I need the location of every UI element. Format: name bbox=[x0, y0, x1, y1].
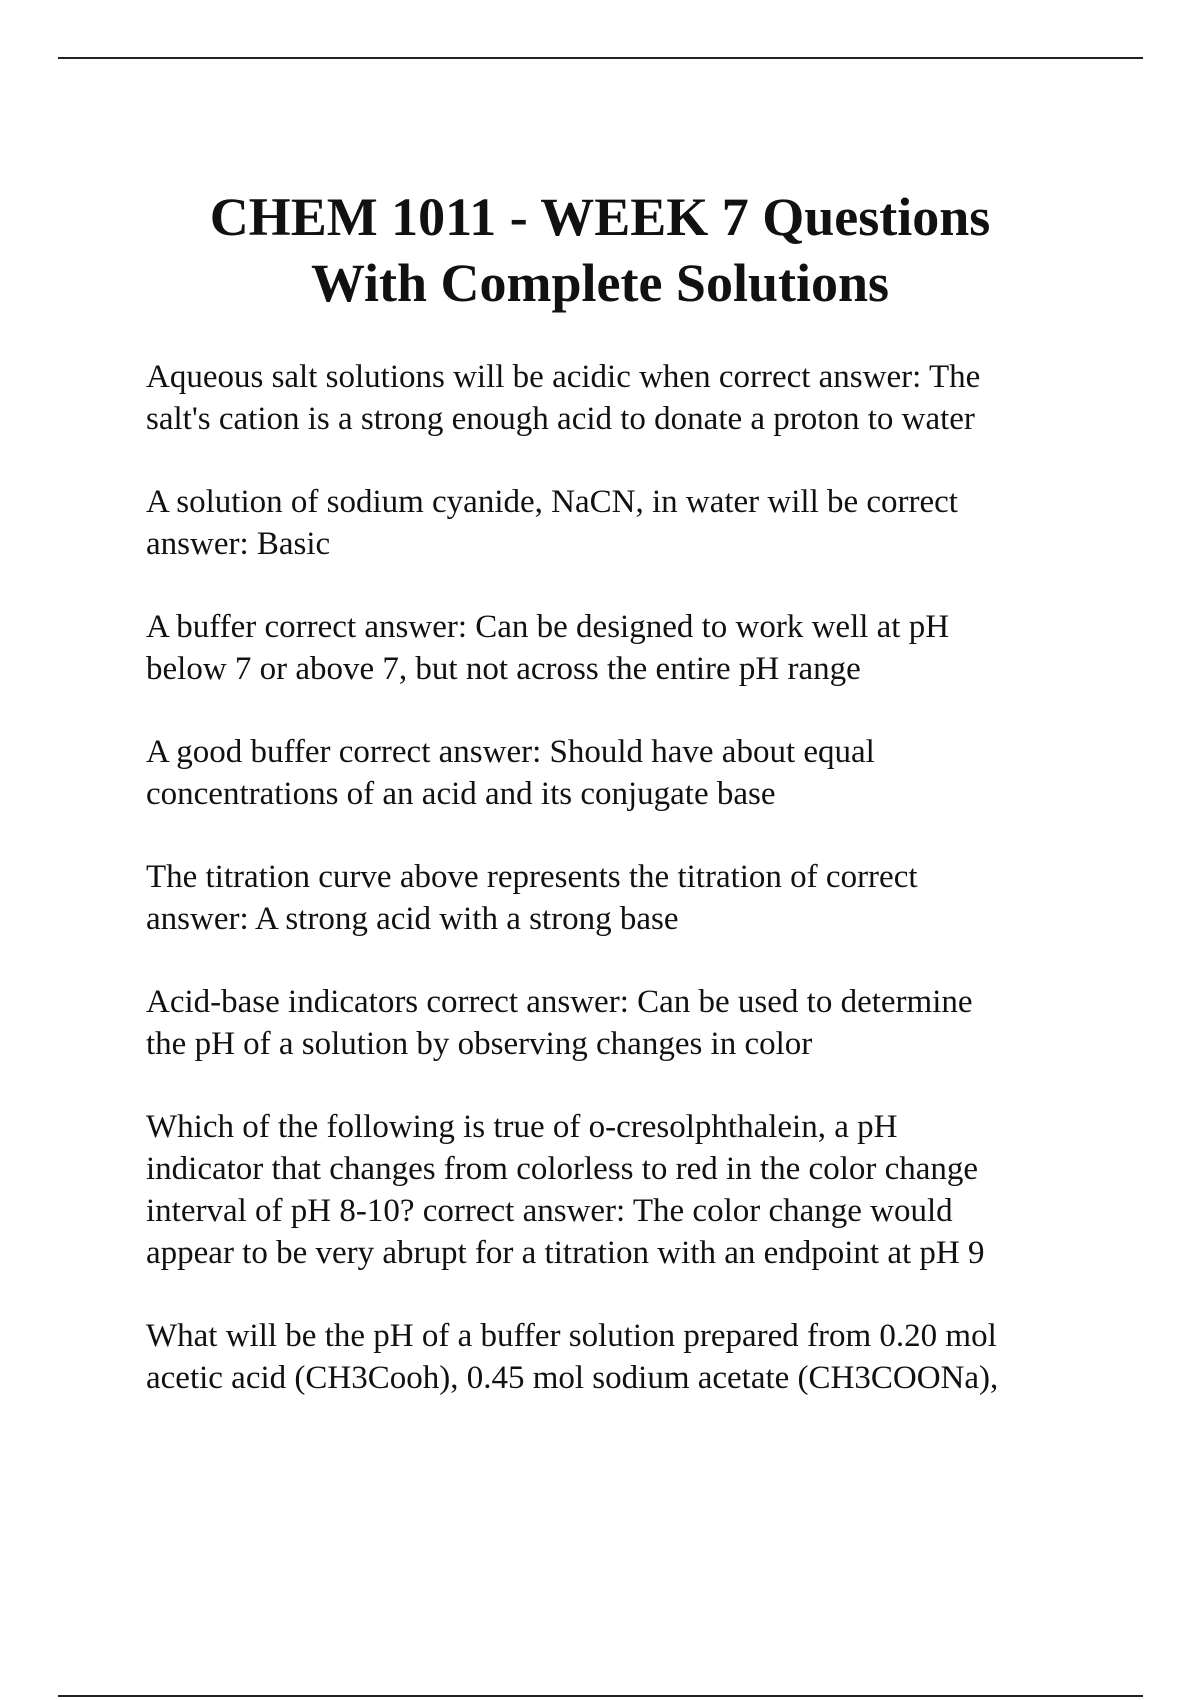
qa-line: answer: Basic bbox=[146, 526, 331, 562]
qa-line: appear to be very abrupt for a titration with an endpoint at pH 9 bbox=[146, 1235, 985, 1271]
qa-line: A buffer correct answer: Can be designed to work well at pH bbox=[146, 609, 950, 645]
qa-item-7 bbox=[146, 1106, 1106, 1274]
qa-line: the pH of a solution by observing changes in color bbox=[146, 1026, 813, 1062]
qa-line: concentrations of an acid and its conjugate base bbox=[146, 776, 776, 812]
qa-item-1 bbox=[146, 356, 1106, 440]
qa-line: The titration curve above represents the titration of correct bbox=[146, 859, 918, 895]
qa-item-6 bbox=[146, 981, 1106, 1065]
qa-list bbox=[146, 356, 1106, 1440]
qa-item-5 bbox=[146, 856, 1106, 940]
bottom-rule bbox=[58, 1695, 1143, 1697]
qa-item-4 bbox=[146, 731, 1106, 815]
qa-line: salt's cation is a strong enough acid to donate a proton to water bbox=[146, 401, 975, 437]
qa-line: indicator that changes from colorless to red in the color change bbox=[146, 1151, 979, 1187]
qa-line: acetic acid (CH3Cooh), 0.45 mol sodium acetate (CH3COONa), bbox=[146, 1360, 999, 1396]
qa-line: What will be the pH of a buffer solution prepared from 0.20 mol bbox=[146, 1318, 997, 1354]
title-line-2: With Complete Solutions bbox=[310, 253, 890, 313]
title-line-1: CHEM 1011 - WEEK 7 Questions bbox=[209, 187, 991, 247]
qa-item-8 bbox=[146, 1315, 1106, 1399]
qa-line: answer: A strong acid with a strong base bbox=[146, 901, 679, 937]
qa-line: A solution of sodium cyanide, NaCN, in water will be correct bbox=[146, 484, 958, 520]
page-title bbox=[100, 184, 1100, 316]
qa-line: Acid-base indicators correct answer: Can be used to determine bbox=[146, 984, 973, 1020]
qa-line: Which of the following is true of o-cresolphthalein, a pH bbox=[146, 1109, 898, 1145]
qa-line: interval of pH 8-10? correct answer: The color change would bbox=[146, 1193, 953, 1229]
qa-line: Aqueous salt solutions will be acidic when correct answer: The bbox=[146, 359, 981, 395]
qa-item-3 bbox=[146, 606, 1106, 690]
top-rule bbox=[58, 57, 1143, 59]
qa-line: A good buffer correct answer: Should have about equal bbox=[146, 734, 875, 770]
qa-item-2 bbox=[146, 481, 1106, 565]
qa-line: below 7 or above 7, but not across the entire pH range bbox=[146, 651, 861, 687]
